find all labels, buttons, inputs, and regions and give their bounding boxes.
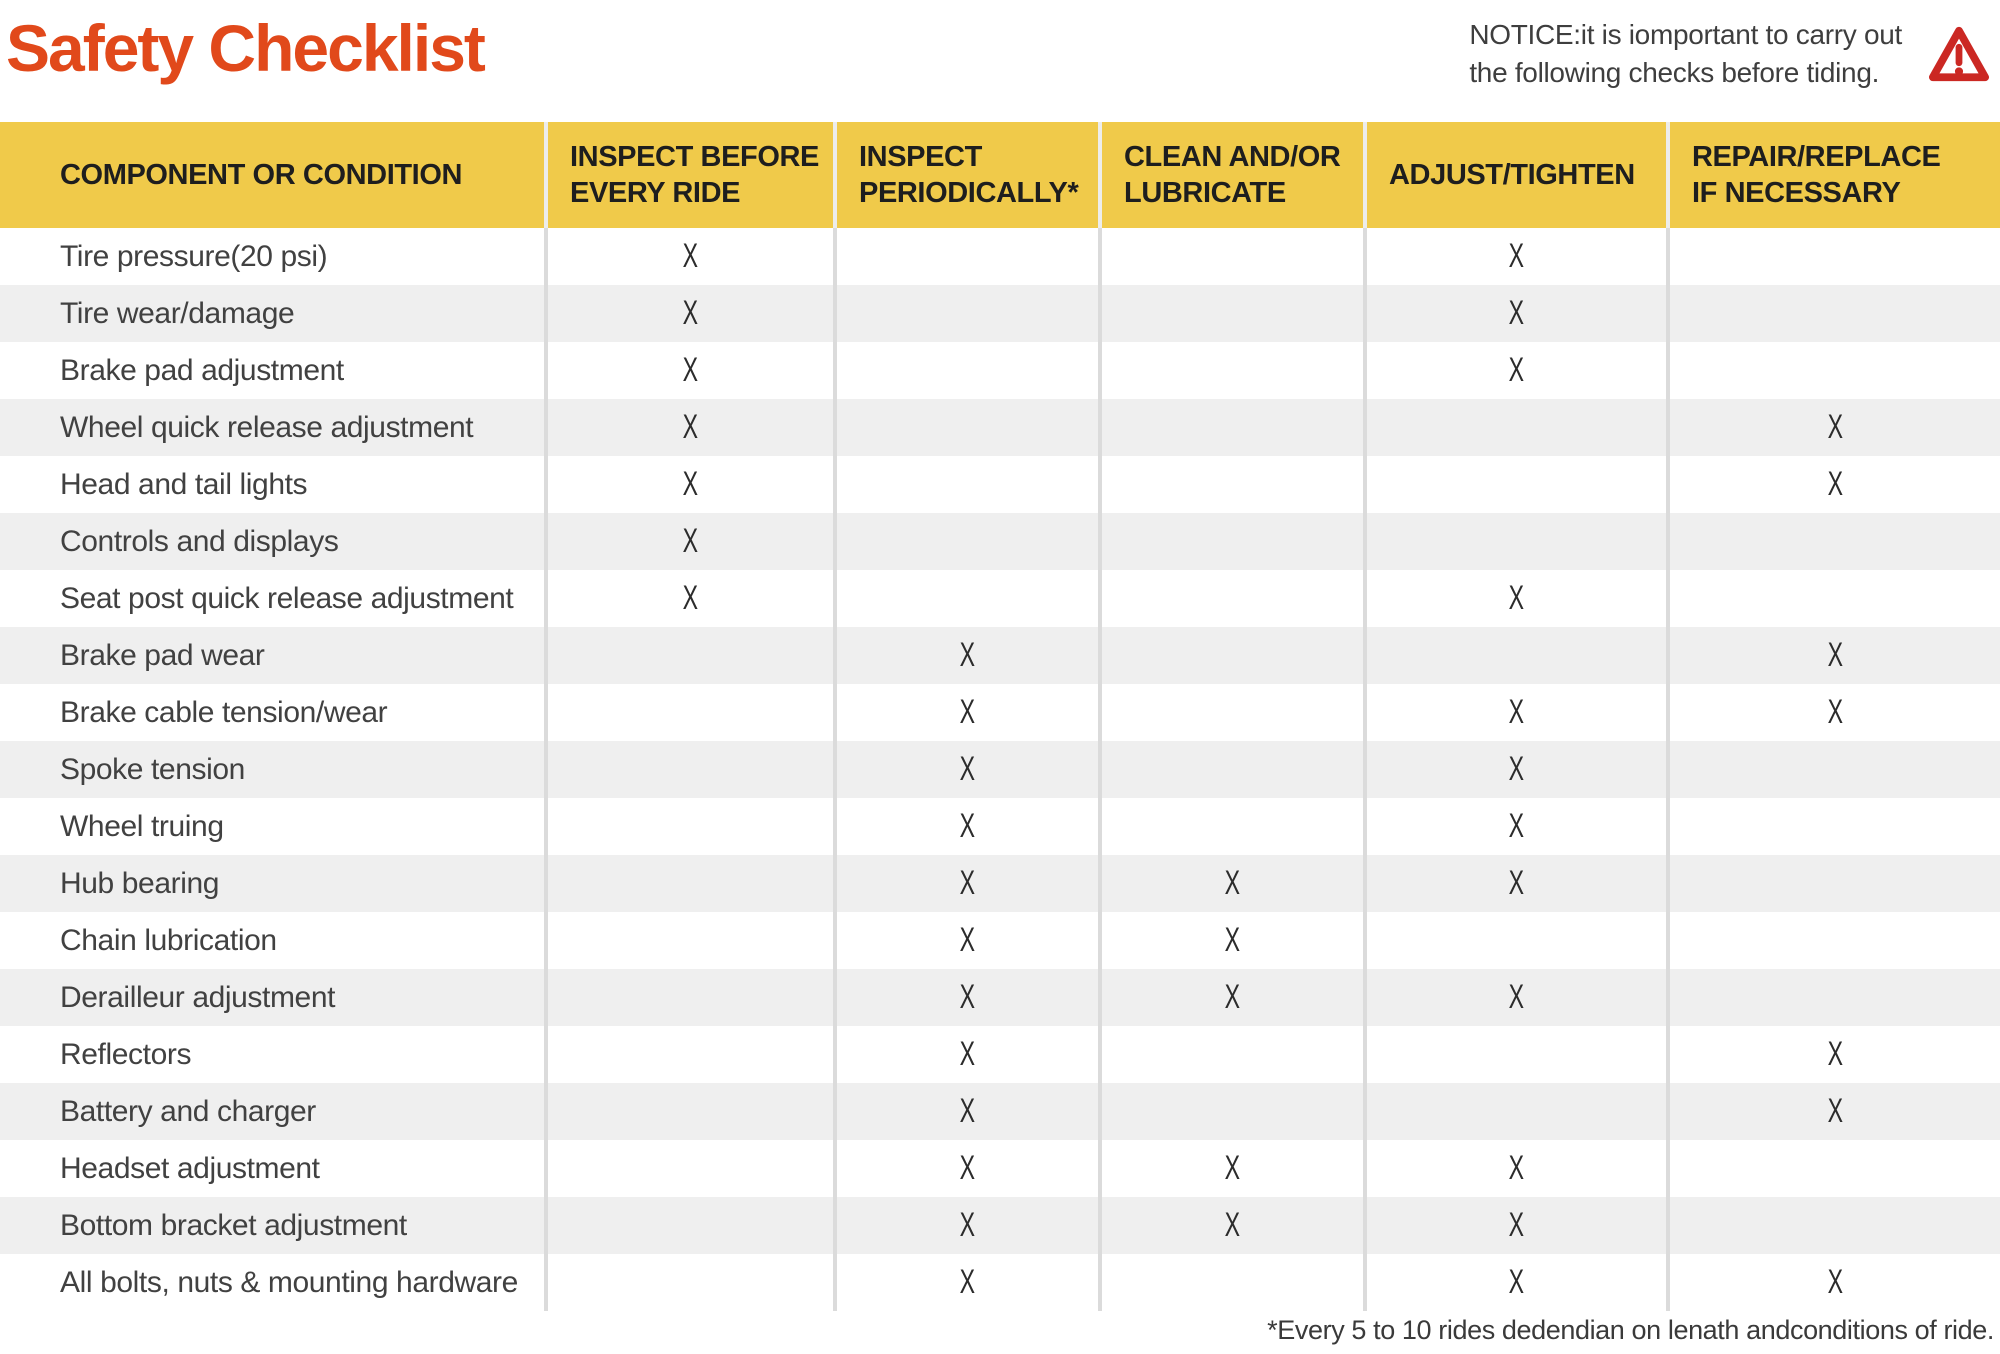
table-row <box>0 1026 2000 1083</box>
x-mark: X <box>1224 921 1241 959</box>
check-cell <box>1100 1026 1365 1083</box>
check-cell <box>1100 1083 1365 1140</box>
check-cell <box>546 1197 835 1254</box>
component-label: Hub bearing <box>60 866 220 900</box>
check-cell <box>835 399 1100 456</box>
check-cell <box>835 1197 1100 1254</box>
x-mark: X <box>1508 237 1525 275</box>
component-label: Derailleur adjustment <box>60 980 336 1014</box>
column-header-3 <box>1100 122 1365 228</box>
check-cell <box>1365 855 1668 912</box>
check-cell <box>1365 1083 1668 1140</box>
x-mark: X <box>682 351 699 389</box>
x-mark: X <box>959 978 976 1016</box>
check-cell <box>546 456 835 513</box>
x-mark: X <box>959 1149 976 1187</box>
check-cell <box>1668 513 2000 570</box>
x-mark: X <box>1827 1263 1843 1301</box>
check-cell <box>1365 1254 1668 1311</box>
component-label: Chain lubrication <box>60 923 277 957</box>
check-cell <box>1668 741 2000 798</box>
check-cell <box>1100 285 1365 342</box>
table-row <box>0 684 2000 741</box>
x-mark: X <box>1827 636 1843 674</box>
check-cell <box>1668 969 2000 1026</box>
footnote: *Every 5 to 10 rides dedendian on lenath andconditions of ride. <box>1267 1315 1994 1345</box>
x-mark: X <box>682 294 699 332</box>
component-label: Controls and displays <box>60 524 339 558</box>
check-cell <box>1365 513 1668 570</box>
check-cell <box>835 456 1100 513</box>
check-cell <box>1365 570 1668 627</box>
column-header-line: ADJUST/TIGHTEN <box>1389 159 1635 191</box>
notice-line-2: the following checks before tiding. <box>1469 57 1880 88</box>
check-cell <box>1668 1140 2000 1197</box>
x-mark: X <box>1508 1263 1525 1301</box>
check-cell <box>1668 855 2000 912</box>
check-cell <box>546 969 835 1026</box>
check-cell <box>1365 684 1668 741</box>
check-cell <box>546 1254 835 1311</box>
check-cell <box>1365 456 1668 513</box>
component-label: All bolts, nuts & mounting hardware <box>60 1265 518 1299</box>
x-mark: X <box>1508 693 1525 731</box>
x-mark: X <box>959 693 976 731</box>
check-cell <box>835 855 1100 912</box>
column-header-2 <box>835 122 1100 228</box>
check-cell <box>1668 1026 2000 1083</box>
check-cell <box>835 285 1100 342</box>
x-mark: X <box>682 522 699 560</box>
component-label: Tire wear/damage <box>60 296 295 330</box>
x-mark: X <box>959 1263 976 1301</box>
check-cell <box>835 570 1100 627</box>
check-cell <box>835 1140 1100 1197</box>
notice-line-1: NOTICE:it is iomportant to carry out <box>1469 19 1902 50</box>
check-cell <box>546 570 835 627</box>
column-header-line: IF NECESSARY <box>1692 177 1901 209</box>
x-mark: X <box>1827 1035 1843 1073</box>
check-cell <box>1100 1254 1365 1311</box>
check-cell <box>546 741 835 798</box>
check-cell <box>1365 228 1668 285</box>
check-cell <box>546 285 835 342</box>
check-cell <box>546 1083 835 1140</box>
check-cell <box>1365 741 1668 798</box>
check-cell <box>1365 1140 1668 1197</box>
x-mark: X <box>1224 1149 1241 1187</box>
table-body <box>0 228 2000 1311</box>
check-cell <box>546 513 835 570</box>
x-mark: X <box>1508 978 1525 1016</box>
check-cell <box>1668 798 2000 855</box>
table-row <box>0 627 2000 684</box>
check-cell <box>1100 741 1365 798</box>
x-mark: X <box>959 807 976 845</box>
table-row <box>0 855 2000 912</box>
check-cell <box>1100 684 1365 741</box>
x-mark: X <box>959 1035 976 1073</box>
table-row <box>0 969 2000 1026</box>
column-header-line: CLEAN AND/OR <box>1124 141 1341 173</box>
x-mark: X <box>1508 1149 1525 1187</box>
x-mark: X <box>959 1092 976 1130</box>
component-label: Reflectors <box>60 1037 192 1071</box>
check-cell <box>1100 456 1365 513</box>
check-cell <box>1365 1197 1668 1254</box>
check-cell <box>546 855 835 912</box>
table-row <box>0 342 2000 399</box>
table-row <box>0 570 2000 627</box>
x-mark: X <box>1224 978 1241 1016</box>
check-cell <box>1365 969 1668 1026</box>
component-label: Brake pad adjustment <box>60 353 344 387</box>
check-cell <box>835 912 1100 969</box>
x-mark: X <box>682 579 699 617</box>
check-cell <box>835 1083 1100 1140</box>
table-header <box>0 122 2000 228</box>
check-cell <box>1100 228 1365 285</box>
column-header-4 <box>1365 122 1668 228</box>
check-cell <box>1100 513 1365 570</box>
x-mark: X <box>1508 750 1525 788</box>
check-cell <box>546 912 835 969</box>
table-row <box>0 513 2000 570</box>
table-row <box>0 1083 2000 1140</box>
table-row <box>0 1140 2000 1197</box>
component-label: Battery and charger <box>60 1094 316 1128</box>
check-cell <box>1100 798 1365 855</box>
table-row <box>0 912 2000 969</box>
check-cell <box>835 342 1100 399</box>
safety-checklist-table <box>0 122 2000 1311</box>
check-cell <box>1100 969 1365 1026</box>
check-cell <box>835 969 1100 1026</box>
x-mark: X <box>1508 864 1525 902</box>
component-label: Wheel truing <box>60 809 224 843</box>
x-mark: X <box>1827 465 1843 503</box>
component-label: Bottom bracket adjustment <box>60 1208 407 1242</box>
check-cell <box>1668 912 2000 969</box>
x-mark: X <box>959 636 976 674</box>
column-header-1 <box>546 122 835 228</box>
column-header-0 <box>0 122 546 228</box>
column-header-line: EVERY RIDE <box>570 177 741 209</box>
check-cell <box>1100 570 1365 627</box>
check-cell <box>1365 342 1668 399</box>
notice-text <box>1469 16 1902 92</box>
check-cell <box>835 228 1100 285</box>
x-mark: X <box>1508 807 1525 845</box>
check-cell <box>835 627 1100 684</box>
x-mark: X <box>682 237 699 275</box>
check-cell <box>835 1254 1100 1311</box>
check-cell <box>1365 285 1668 342</box>
column-header-line: REPAIR/REPLACE <box>1692 141 1941 173</box>
x-mark: X <box>1508 351 1525 389</box>
check-cell <box>1365 1026 1668 1083</box>
header-row <box>0 122 2000 228</box>
x-mark: X <box>1508 579 1525 617</box>
check-cell <box>1100 855 1365 912</box>
check-cell <box>1668 1083 2000 1140</box>
check-cell <box>546 684 835 741</box>
component-label: Tire pressure(20 psi) <box>60 239 328 273</box>
table-row <box>0 399 2000 456</box>
check-cell <box>1100 1140 1365 1197</box>
check-cell <box>1668 228 2000 285</box>
component-label: Head and tail lights <box>60 467 308 501</box>
component-label: Brake cable tension/wear <box>60 695 388 729</box>
x-mark: X <box>682 465 699 503</box>
check-cell <box>835 741 1100 798</box>
component-label: Brake pad wear <box>60 638 265 672</box>
column-header-line: COMPONENT OR CONDITION <box>60 159 463 191</box>
table-row <box>0 228 2000 285</box>
check-cell <box>835 513 1100 570</box>
table-row <box>0 456 2000 513</box>
x-mark: X <box>959 750 976 788</box>
check-cell <box>1668 456 2000 513</box>
x-mark: X <box>1508 294 1525 332</box>
check-cell <box>546 342 835 399</box>
check-cell <box>546 798 835 855</box>
x-mark: X <box>959 921 976 959</box>
page-title: Safety Checklist <box>6 11 484 85</box>
check-cell <box>1668 627 2000 684</box>
check-cell <box>546 1026 835 1083</box>
component-label: Headset adjustment <box>60 1151 320 1185</box>
column-header-line: PERIODICALLY* <box>859 177 1079 209</box>
x-mark: X <box>1224 864 1241 902</box>
x-mark: X <box>1827 408 1843 446</box>
table-row <box>0 1254 2000 1311</box>
check-cell <box>546 399 835 456</box>
component-label: Spoke tension <box>60 752 245 786</box>
table-row <box>0 741 2000 798</box>
check-cell <box>835 1026 1100 1083</box>
x-mark: X <box>1224 1206 1241 1244</box>
x-mark: X <box>682 408 699 446</box>
check-cell <box>1365 912 1668 969</box>
column-header-line: LUBRICATE <box>1124 177 1286 209</box>
x-mark: X <box>959 864 976 902</box>
check-cell <box>1668 1254 2000 1311</box>
check-cell <box>1100 912 1365 969</box>
check-cell <box>1365 798 1668 855</box>
check-cell <box>835 684 1100 741</box>
notice <box>1469 16 1992 92</box>
column-header-5 <box>1668 122 2000 228</box>
check-cell <box>1668 399 2000 456</box>
check-cell <box>835 798 1100 855</box>
column-header-line: INSPECT <box>859 141 982 173</box>
check-cell <box>1365 399 1668 456</box>
check-cell <box>1668 342 2000 399</box>
check-cell <box>1100 342 1365 399</box>
check-cell <box>546 627 835 684</box>
check-cell <box>1100 1197 1365 1254</box>
table-row <box>0 285 2000 342</box>
check-cell <box>1668 285 2000 342</box>
check-cell <box>1668 684 2000 741</box>
x-mark: X <box>1827 1092 1843 1130</box>
warning-triangle-icon <box>1926 23 1992 85</box>
table-row <box>0 798 2000 855</box>
component-label: Wheel quick release adjustment <box>60 410 474 444</box>
check-cell <box>546 228 835 285</box>
check-cell <box>1365 627 1668 684</box>
x-mark: X <box>1827 693 1843 731</box>
check-cell <box>1668 1197 2000 1254</box>
table-row <box>0 1197 2000 1254</box>
check-cell <box>546 1140 835 1197</box>
check-cell <box>1668 570 2000 627</box>
x-mark: X <box>1508 1206 1525 1244</box>
x-mark: X <box>959 1206 976 1244</box>
column-header-line: INSPECT BEFORE <box>570 141 819 173</box>
check-cell <box>1100 399 1365 456</box>
check-cell <box>1100 627 1365 684</box>
component-label: Seat post quick release adjustment <box>60 581 514 615</box>
